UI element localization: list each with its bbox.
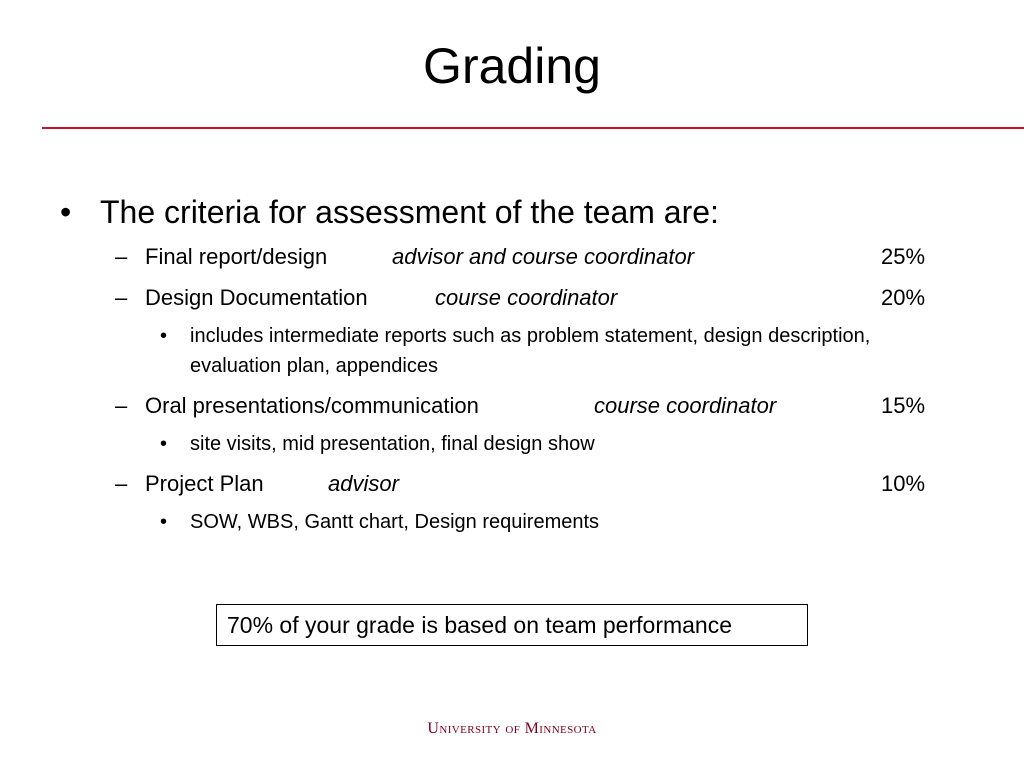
- criterion-item: Final report/design: [145, 244, 328, 269]
- team-performance-callout: 70% of your grade is based on team performance: [216, 604, 808, 646]
- criterion-item: Oral presentations/communication: [145, 393, 479, 418]
- criterion-responsible: advisor: [328, 471, 399, 496]
- criterion-weight: 25%: [881, 244, 926, 269]
- slide-title: Grading: [423, 38, 601, 94]
- dash-icon: –: [115, 471, 128, 496]
- criterion-responsible: course coordinator: [594, 393, 777, 418]
- main-bullet-text: The criteria for assessment of the team are:: [100, 194, 719, 230]
- criterion-weight: 20%: [881, 285, 926, 310]
- criterion-item: Design Documentation: [145, 285, 368, 310]
- criterion-responsible: advisor and course coordinator: [392, 244, 695, 269]
- bullet-dot-icon: •: [60, 194, 72, 230]
- title-divider: [42, 127, 1024, 129]
- bullet-dot-icon: •: [160, 325, 168, 347]
- criterion-detail-text: includes intermediate reports such as problem statement, design description, evaluation plan, appendices: [190, 325, 871, 377]
- dash-icon: –: [115, 393, 128, 418]
- criterion-weight: 10%: [881, 471, 926, 496]
- bullet-dot-icon: •: [160, 511, 168, 533]
- criterion-responsible: course coordinator: [435, 285, 618, 310]
- criterion-item: Project Plan: [145, 471, 264, 496]
- criterion-weight: 15%: [881, 393, 926, 418]
- dash-icon: –: [115, 244, 128, 269]
- university-logo: University of Minnesota: [427, 720, 597, 737]
- criterion-detail-text: site visits, mid presentation, final design show: [190, 433, 595, 455]
- bullet-dot-icon: •: [160, 433, 168, 455]
- dash-icon: –: [115, 285, 128, 310]
- criterion-detail-text: SOW, WBS, Gantt chart, Design requirements: [190, 511, 600, 533]
